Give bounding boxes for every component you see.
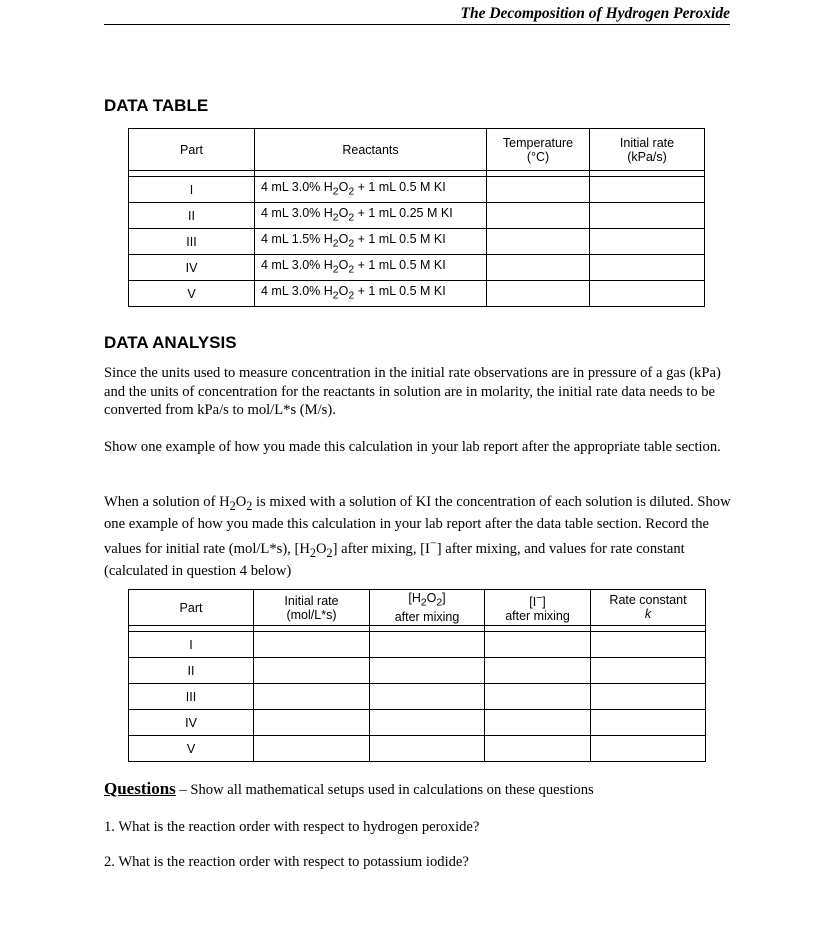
reactant-h2o2: 4 mL 3.0% H [261,179,333,194]
reactant-o: O [338,179,349,194]
analysis-paragraph-2: Show one example of how you made this calculation in your lab report after the appropriate table section. [104,439,721,455]
iodide-part-c: ] [542,595,546,610]
iodide-label [485,592,590,609]
initial-rate-cell[interactable] [590,281,705,307]
questions-heading: Questions [104,779,176,798]
temperature-cell[interactable] [487,229,590,255]
col-initial-rate-header [590,129,705,171]
subscript: 2 [332,290,339,302]
table-row [129,203,705,229]
rate-constant-cell[interactable] [591,736,706,762]
question-1: 1. What is the reaction order with respect to hydrogen peroxide? [104,819,480,835]
iodide-cell[interactable] [485,658,591,684]
initial-rate-unit: (mol/L*s) [286,607,337,622]
part-cell: IV [129,255,255,281]
para3-part-c: is mixed with a solution of KI the concentration of each solution is diluted. Show one example of how you made this calculation in your lab report after the data table section. Record the values for initial rate (mol/L*s), [H [104,494,731,557]
analysis-table [128,589,706,762]
col-rate-constant-header [591,590,706,626]
table-row [129,736,706,762]
initial-rate-cell[interactable] [254,736,370,762]
h2o2-part-c: ] [442,590,446,605]
reactant-cell [255,255,487,281]
subscript: 2 [348,264,355,276]
reactant-ki: + 1 mL 0.5 M KI [354,231,446,246]
reactant-h2o2: 4 mL 1.5% H [261,231,333,246]
h2o2-label [370,591,484,611]
temperature-unit: (°C) [526,149,550,164]
subscript: 2 [348,186,355,198]
para3-part-a: When a solution of H [104,494,230,510]
initial-rate-unit: (kPa/s) [627,149,667,164]
rate-constant-cell[interactable] [591,710,706,736]
part-cell: III [129,684,254,710]
reactant-ki: + 1 mL 0.5 M KI [354,179,446,194]
subscript: 2 [332,264,339,276]
reactant-cell [255,229,487,255]
analysis-paragraph-3 [104,493,734,581]
initial-rate-cell[interactable] [254,684,370,710]
superscript: − [429,535,437,550]
initial-rate-cell[interactable] [590,229,705,255]
part-cell: II [129,203,255,229]
para3-part-e: ] after mixing, [I [332,540,430,557]
rate-constant-symbol: k [644,607,652,621]
col-part-header: Part [129,129,255,171]
header-rule [104,24,730,25]
iodide-cell[interactable] [485,684,591,710]
reactant-ki: + 1 mL 0.5 M KI [354,257,446,272]
question-2: 2. What is the reaction order with respect to potassium iodide? [104,854,469,870]
temperature-cell[interactable] [487,281,590,307]
temperature-cell[interactable] [487,255,590,281]
data-table-heading: DATA TABLE [104,96,209,115]
table-row [129,255,705,281]
subscript: 2 [420,597,427,609]
h2o2-cell[interactable] [370,736,485,762]
reactant-cell [255,281,487,307]
rate-constant-cell[interactable] [591,632,706,658]
part-cell: I [129,177,255,203]
initial-rate-cell[interactable] [590,255,705,281]
h2o2-cell[interactable] [370,684,485,710]
questions-intro: – Show all mathematical setups used in calculations on these questions [175,782,594,798]
col-initial-rate-header [254,590,370,626]
para3-part-f: ] after mixing, and values for rate constant (calculated in question 4 below) [104,540,685,580]
subscript: 2 [348,212,355,224]
reactant-o: O [338,231,349,246]
col-iodide-header [485,590,591,626]
h2o2-cell[interactable] [370,632,485,658]
table-row [129,710,706,736]
reactant-cell [255,177,487,203]
table-row [129,658,706,684]
initial-rate-cell[interactable] [590,177,705,203]
reactant-h2o2: 4 mL 3.0% H [261,283,333,298]
col-reactants-header: Reactants [255,129,487,171]
analysis-table-header-row [129,590,706,626]
col-h2o2-header [370,590,485,626]
subscript: 2 [332,186,339,198]
h2o2-cell[interactable] [370,658,485,684]
table-row [129,684,706,710]
table-row [129,177,705,203]
reactant-ki: + 1 mL 0.5 M KI [354,283,446,298]
subscript: 2 [229,498,236,513]
iodide-cell[interactable] [485,736,591,762]
subscript: 2 [436,597,443,609]
h2o2-part-a: [H [408,590,421,605]
iodide-cell[interactable] [485,710,591,736]
part-cell: IV [129,710,254,736]
rate-constant-cell[interactable] [591,658,706,684]
part-cell: III [129,229,255,255]
table-row [129,632,706,658]
temperature-cell[interactable] [487,203,590,229]
subscript: 2 [348,238,355,250]
reactant-o: O [338,257,349,272]
data-table-header-row [129,129,705,171]
part-cell: V [129,736,254,762]
reactant-o: O [338,205,349,220]
temperature-label: Temperature [502,135,574,150]
data-table [128,128,705,307]
subscript: 2 [246,498,253,513]
subscript: 2 [309,545,316,560]
rate-constant-cell[interactable] [591,684,706,710]
part-cell: II [129,658,254,684]
iodide-part-a: [I [529,595,537,610]
col-part-header: Part [129,590,254,626]
subscript: 2 [332,238,339,250]
initial-rate-cell[interactable] [254,632,370,658]
analysis-paragraph-1: Since the units used to measure concentration in the initial rate observations are in pressure of a gas (kPa) and the units of concentration for the reactants in solution are in molarity, the initial rate data needs to be converted from kPa/s to mol/L*s (M/s). [104,365,721,418]
para3-part-b: O [235,494,247,510]
table-row [129,229,705,255]
reactant-o: O [338,283,349,298]
initial-rate-cell[interactable] [590,203,705,229]
subscript: 2 [332,212,339,224]
initial-rate-cell[interactable] [254,658,370,684]
reactant-ki: + 1 mL 0.25 M KI [354,205,453,220]
initial-rate-cell[interactable] [254,710,370,736]
col-temperature-header [487,129,590,171]
after-mixing-label: after mixing [394,610,460,625]
subscript: 2 [326,545,333,560]
data-analysis-heading: DATA ANALYSIS [104,333,237,352]
initial-rate-label: Initial rate [284,593,339,608]
superscript: − [536,592,543,604]
document-title: The Decomposition of Hydrogen Peroxide [460,5,730,22]
part-cell: V [129,281,255,307]
iodide-cell[interactable] [485,632,591,658]
para3-part-d: O [315,540,327,557]
h2o2-part-b: O [426,590,437,605]
h2o2-cell[interactable] [370,710,485,736]
reactant-h2o2: 4 mL 3.0% H [261,205,333,220]
reactant-cell [255,203,487,229]
questions-header [104,779,594,799]
rate-constant-label: Rate constant [609,593,687,607]
initial-rate-label: Initial rate [619,135,675,150]
temperature-cell[interactable] [487,177,590,203]
part-cell: I [129,632,254,658]
reactant-h2o2: 4 mL 3.0% H [261,257,333,272]
table-row [129,281,705,307]
after-mixing-label: after mixing [505,609,570,624]
subscript: 2 [348,290,355,302]
